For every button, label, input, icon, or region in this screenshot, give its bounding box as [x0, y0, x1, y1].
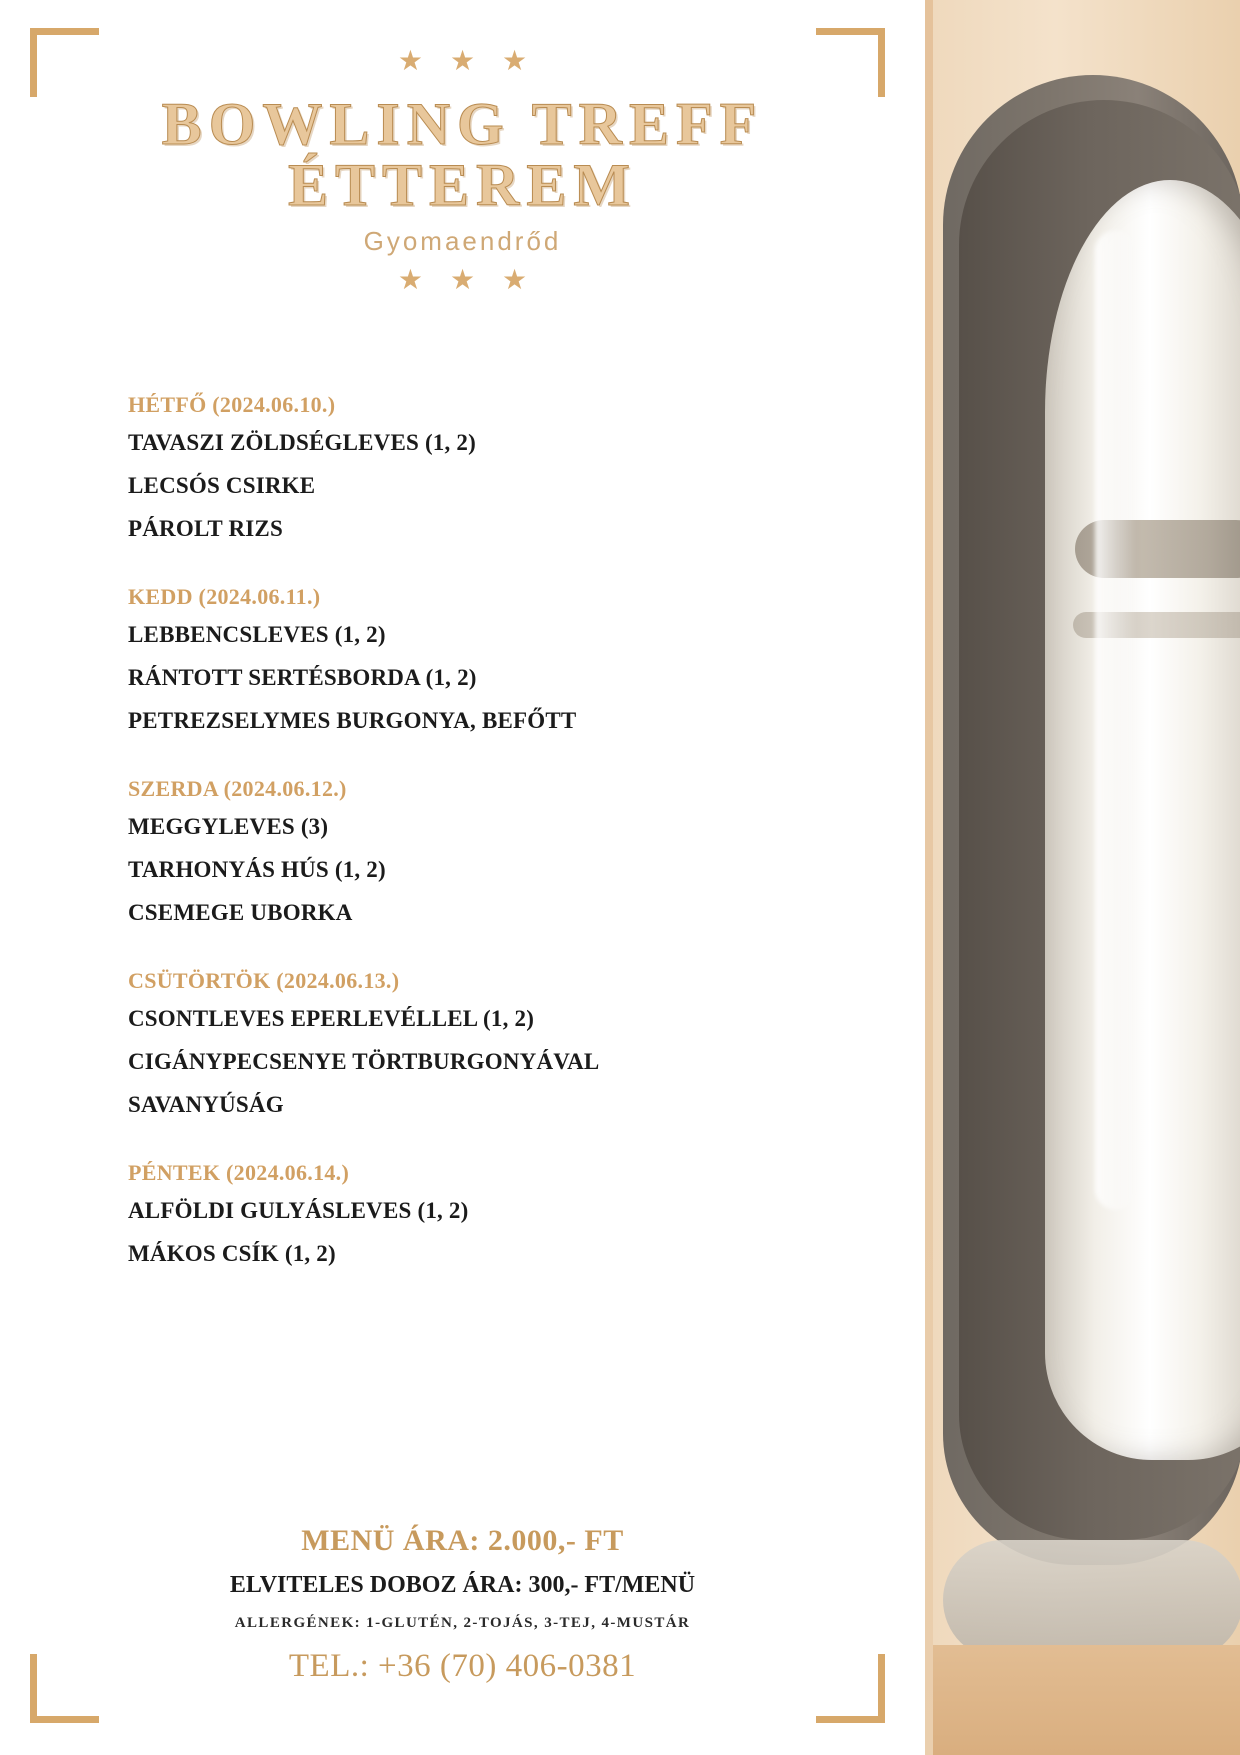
day-block-thursday	[128, 968, 828, 1118]
dish-item: PETREZSELYMES BURGONYA, BEFŐTT	[128, 708, 577, 733]
bowling-pin-icon	[1045, 180, 1240, 1460]
brand-subtitle: Gyomaendrőd	[363, 226, 562, 257]
phone-number[interactable]: TEL.: +36 (70) 406-0381	[288, 1648, 637, 1684]
illustration-floor	[933, 1645, 1240, 1755]
bowling-pin-illustration	[925, 0, 1240, 1755]
allergen-legend: ALLERGÉNEK: 1-GLUTÉN, 2-TOJÁS, 3-TEJ, 4-MUSTÁR	[234, 1615, 691, 1631]
dish-item: CSEMEGE UBORKA	[128, 900, 353, 925]
takeaway-box-price: ELVITELES DOBOZ ÁRA: 300,- FT/MENÜ	[229, 1572, 696, 1598]
restaurant-header	[0, 48, 925, 295]
dish-item: CIGÁNYPECSENYE TÖRTBURGONYÁVAL	[128, 1049, 600, 1074]
day-title: KEDD (2024.06.11.)	[128, 584, 321, 609]
day-title: PÉNTEK (2024.06.14.)	[128, 1160, 350, 1185]
dish-item: TAVASZI ZÖLDSÉGLEVES (1, 2)	[128, 430, 476, 455]
dish-item: MÁKOS CSÍK (1, 2)	[128, 1241, 336, 1266]
day-title: HÉTFŐ (2024.06.10.)	[128, 392, 336, 417]
dish-item: LEBBENCSLEVES (1, 2)	[128, 622, 386, 647]
dish-item: MEGGYLEVES (3)	[128, 814, 329, 839]
dish-item: ALFÖLDI GULYÁSLEVES (1, 2)	[128, 1198, 469, 1223]
menu-price: MENÜ ÁRA: 2.000,- FT	[301, 1524, 624, 1557]
day-title: SZERDA (2024.06.12.)	[128, 776, 347, 801]
stars-top-icon: ★ ★ ★	[397, 46, 538, 77]
dish-item: TARHONYÁS HÚS (1, 2)	[128, 857, 386, 882]
brand-title-line2: ÉTTEREM	[287, 152, 638, 219]
pin-highlight	[1095, 230, 1137, 1210]
dish-item: SAVANYÚSÁG	[128, 1092, 284, 1117]
brand-title-line1: BOWLING TREFF	[161, 91, 764, 157]
day-block-tuesday	[128, 584, 828, 734]
day-block-monday	[128, 392, 828, 542]
day-block-wednesday	[128, 776, 828, 926]
day-title: CSÜTÖRTÖK (2024.06.13.)	[128, 968, 400, 993]
dish-item: RÁNTOTT SERTÉSBORDA (1, 2)	[128, 665, 477, 690]
dish-item: LECSÓS CSIRKE	[128, 473, 316, 498]
menu-footer	[0, 1524, 925, 1685]
stars-bottom-icon: ★ ★ ★	[397, 265, 538, 297]
dish-item: CSONTLEVES EPERLEVÉLLEL (1, 2)	[128, 1006, 535, 1031]
pin-base	[943, 1540, 1240, 1660]
weekly-menu-list	[128, 392, 828, 1309]
dish-item: PÁROLT RIZS	[128, 516, 283, 541]
day-block-friday	[128, 1160, 828, 1267]
